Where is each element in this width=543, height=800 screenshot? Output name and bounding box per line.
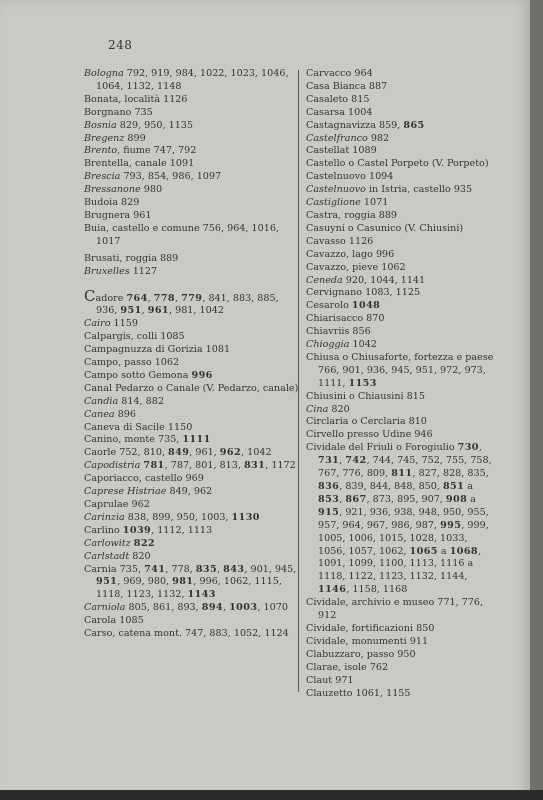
index-entry: Carola 1085 bbox=[84, 615, 144, 627]
index-entry: Chiusini o Chiausini 815 bbox=[306, 390, 425, 402]
index-entry: Canino, monte 735, 1111 bbox=[84, 434, 211, 446]
index-entry: Caprese Histriae 849, 962 bbox=[84, 486, 213, 498]
index-entry: Cividale, monumenti 911 bbox=[306, 635, 429, 647]
index-entry: Castiglione 1071 bbox=[306, 197, 389, 209]
index-entry: Carlstadt 820 bbox=[84, 550, 151, 562]
index-entry: Campo, passo 1062 bbox=[84, 357, 180, 369]
index-entry: Cavasso 1126 bbox=[306, 235, 374, 247]
index-entry: Chiarisacco 870 bbox=[306, 313, 385, 325]
index-entry: Bonata, località 1126 bbox=[84, 93, 188, 105]
index-entry: Carvacco 964 bbox=[306, 68, 373, 79]
index-entry: Brentella, canale 1091 bbox=[84, 158, 195, 170]
index-entry: Carlowitz 822 bbox=[84, 537, 155, 549]
index-entry: Castellat 1089 bbox=[306, 145, 377, 157]
index-entry: Caprulae 962 bbox=[84, 499, 150, 510]
index-entry: Bressanone 980 bbox=[84, 184, 163, 196]
index-entry: Canea 896 bbox=[84, 408, 137, 420]
index-entry: Campagnuzza di Gorizia 1081 bbox=[84, 344, 231, 356]
index-entry: Clabuzzaro, passo 950 bbox=[306, 648, 416, 660]
index-entry: Carlino 1039, 1112, 1113 bbox=[84, 524, 213, 536]
index-entry: Brento, fiume 747, 792 bbox=[84, 145, 197, 157]
index-entry: Cavazzo, pieve 1062 bbox=[306, 261, 406, 273]
index-entry: Brusati, roggia 889 bbox=[84, 252, 179, 264]
index-entry: Candia 814, 882 bbox=[84, 395, 164, 407]
index-entry: Cina 820 bbox=[306, 403, 350, 415]
index-entry: Carniola 805, 861, 893, 894, 1003, 1070 bbox=[84, 602, 288, 614]
index-entry: Budoia 829 bbox=[84, 197, 140, 209]
index-entry: Cesarolo 1048 bbox=[306, 300, 381, 312]
index-entry: Castelnuovo 1094 bbox=[306, 171, 394, 183]
index-entry: Cividale del Friuli o Forogiulio 730, 731, 742, 744, 745, 752, 755, 758, 767, 776, 809, 811, 827, 828, 835, 836, 839, 844, 848, 850, 851 a 853, 867, 873, 895, 907, 908 a 915, 921, 936, 938, 948, 950, 955, 957, 964, 967, 986, 987, 995, 999, 1005, 1006, 1015, 1028, 1033, 1056, 1057, 1062, 1065 a 1068, 1091, 1099, 1100, 1113, 1116 a 1118, 1122, 1123, 1132, 1144, 1146, 1158, 1168 bbox=[306, 442, 492, 596]
index-entry: Cairo 1159 bbox=[84, 318, 138, 330]
index-entry: Cividale, fortificazioni 850 bbox=[306, 622, 435, 634]
index-entry: Cavazzo, lago 996 bbox=[306, 248, 395, 260]
index-entry: Carso, catena mont. 747, 883, 1052, 1124 bbox=[84, 628, 289, 640]
index-entry: Castello o Castel Porpeto (V. Porpeto) bbox=[306, 158, 489, 170]
index-entry: Castra, roggia 889 bbox=[306, 209, 398, 221]
index-entry: Canal Pedarzo o Canale (V. Pedarzo, canale) bbox=[84, 382, 299, 394]
index-column-left bbox=[84, 68, 299, 641]
index-entry: Brugnera 961 bbox=[84, 209, 152, 221]
index-entry: Bruxelles 1127 bbox=[84, 265, 158, 277]
index-entry: Borgnano 735 bbox=[84, 106, 153, 118]
index-entry: Clarae, isole 762 bbox=[306, 661, 389, 673]
index-entry: Casuyni o Casunico (V. Chiusini) bbox=[306, 222, 464, 234]
index-entry: Cervignano 1083, 1125 bbox=[306, 287, 421, 299]
index-entry: Casarsa 1004 bbox=[306, 106, 373, 118]
index-entry: Castagnavizza 859, 865 bbox=[306, 119, 425, 131]
index-entry: Brescia 793, 854, 986, 1097 bbox=[84, 171, 222, 183]
index-entry: Castelnuovo in Istria, castello 935 bbox=[306, 184, 473, 196]
index-column-right bbox=[306, 68, 498, 700]
index-entry: Casaleto 815 bbox=[306, 93, 370, 105]
index-entry: Casa Bianca 887 bbox=[306, 80, 388, 92]
index-entry: Chiavriis 856 bbox=[306, 326, 371, 338]
scan-bottom-edge bbox=[0, 790, 543, 800]
index-entry: Caorle 752, 810, 849, 961, 962, 1042 bbox=[84, 447, 272, 459]
index-entry: Capodistria 781, 787, 801, 813, 831, 1172 bbox=[84, 460, 296, 472]
index-entry: Circlaria o Cerclaria 810 bbox=[306, 416, 427, 428]
index-entry: Clauzetto 1061, 1155 bbox=[306, 687, 411, 699]
index-entry: Calpargis, colli 1085 bbox=[84, 331, 185, 343]
index-entry: Cividale, archivio e museo 771, 776, 912 bbox=[306, 597, 484, 622]
index-entry: Caneva di Sacile 1150 bbox=[84, 421, 193, 433]
index-entry: Chiusa o Chiusaforte, fortezza e paese 766, 901, 936, 945, 951, 972, 973, 1111, 1153 bbox=[306, 351, 494, 389]
index-entry: Chioggia 1042 bbox=[306, 339, 377, 351]
index-entry: Bregenz 899 bbox=[84, 132, 146, 144]
index-entry: Bosnia 829, 950, 1135 bbox=[84, 119, 194, 131]
index-entry: Carnia 735, 741, 778, 835, 843, 901, 945, 951, 969, 980, 981, 996, 1062, 1115, 1118, 1123, 1132, 1143 bbox=[84, 563, 297, 601]
index-entry: Campo sotto Gemona 996 bbox=[84, 369, 213, 381]
index-entry: Ceneda 920, 1044, 1141 bbox=[306, 274, 426, 286]
index-entry: Claut 971 bbox=[306, 674, 354, 686]
column-divider bbox=[298, 70, 299, 692]
index-entry: Cadore 764, 778, 779, 841, 883, 885, 936, 951, 961, 981, 1042 bbox=[84, 286, 279, 317]
index-entry: Buia, castello e comune 756, 964, 1016, 1017 bbox=[84, 222, 279, 247]
page-number: 248 bbox=[108, 38, 133, 52]
page-edge-shadow bbox=[530, 0, 543, 800]
index-entry: Carinzia 838, 899, 950, 1003, 1130 bbox=[84, 511, 260, 523]
index-entry: Bologna 792, 919, 984, 1022, 1023, 1046, 1064, 1132, 1148 bbox=[84, 68, 289, 92]
index-entry: Caporiacco, castello 969 bbox=[84, 473, 204, 485]
index-entry: Castelfranco 982 bbox=[306, 132, 390, 144]
index-entry: Cirvello presso Udine 946 bbox=[306, 429, 433, 441]
